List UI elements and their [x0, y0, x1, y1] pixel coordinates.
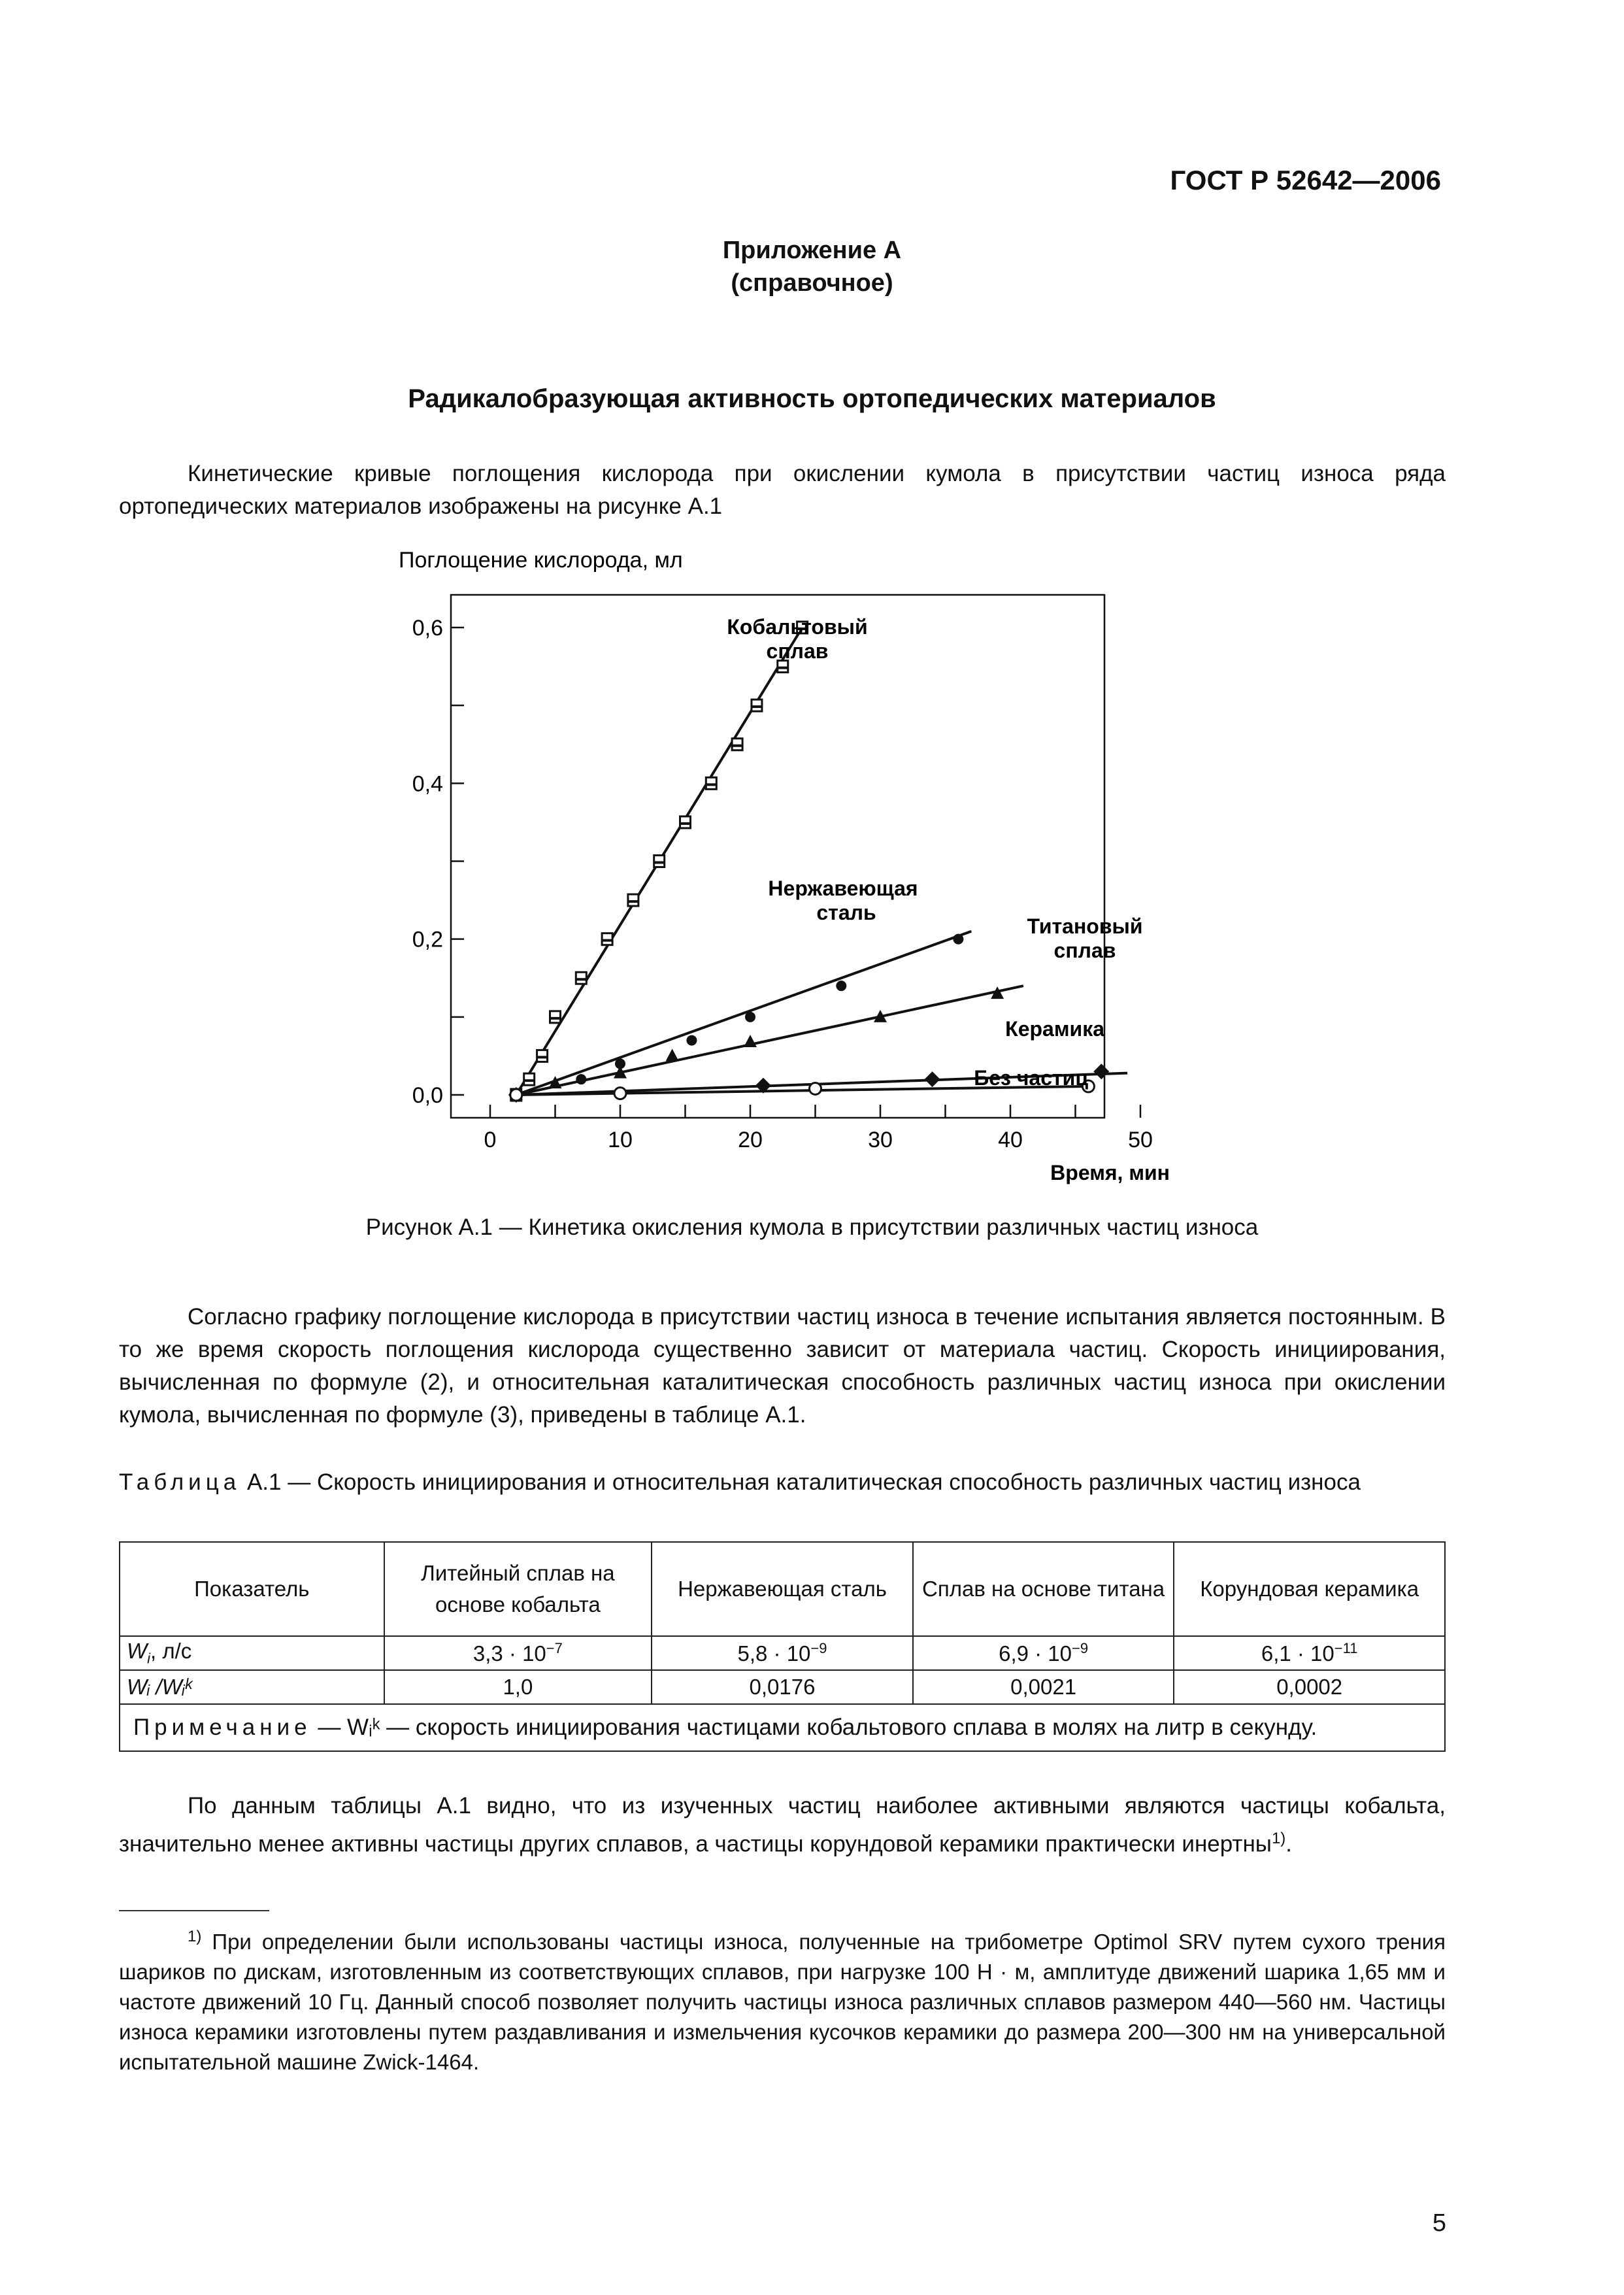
table-cell: 0,0021 — [913, 1670, 1174, 1704]
table-header-cell: Литейный сплав на основе кобальта — [384, 1542, 652, 1636]
table-cell: 0,0002 — [1174, 1670, 1445, 1704]
data-point — [666, 1048, 679, 1061]
label-cobalt-line1: Кобальтовый — [727, 615, 868, 639]
value-mantissa: 5,8 · 10 — [737, 1641, 811, 1666]
x-tick-label: 40 — [998, 1128, 1023, 1152]
note-text: — Wᵢᵏ — скорость инициирования частицами кобальтового сплава в молях на литр в секунду. — [311, 1715, 1317, 1740]
table-cell — [913, 1636, 1174, 1670]
series-line — [516, 931, 972, 1095]
data-point — [550, 1011, 561, 1023]
rates-table — [119, 1541, 1446, 1752]
conclusion-end: . — [1285, 1831, 1293, 1857]
series-1 — [511, 931, 972, 1100]
value-mantissa: 6,1 · 10 — [1261, 1641, 1334, 1666]
y-tick-label: 0,2 — [412, 927, 443, 952]
table-note — [120, 1704, 1445, 1751]
x-tick-label: 20 — [738, 1128, 763, 1152]
footnote-separator — [119, 1910, 269, 1911]
table-row — [120, 1670, 1445, 1704]
table-header-cell: Нержавеющая сталь — [652, 1542, 913, 1636]
figure-caption: Рисунок А.1 — Кинетика окисления кумола в присутствии различных частиц износа — [365, 1215, 1259, 1240]
label-no-particles: Без частиц — [974, 1066, 1088, 1090]
table-title — [119, 1467, 1361, 1498]
table-cell — [652, 1636, 913, 1670]
data-point — [614, 1088, 626, 1099]
label-steel-line1: Нержавеющая — [768, 877, 918, 900]
wi-symbol: W — [127, 1639, 148, 1664]
value-exponent: −11 — [1334, 1640, 1358, 1656]
table-header-cell: Показатель — [120, 1542, 384, 1636]
y-tick-label: 0,0 — [412, 1083, 443, 1108]
table-row — [120, 1636, 1445, 1670]
results-paragraph: Согласно графику поглощение кислорода в присутствии частиц износа в течение испытания является постоянным. В то же время скорость поглощения кислорода существенно зависит от материала частиц. Скорость инициирования, вычисленная по формуле (2), и относительная каталитическая способность различных частиц износа при окислении кумола, вычисленная по формуле (3), приведены в таблице А.1. — [119, 1304, 1446, 1428]
conclusion-paragraph — [119, 1790, 1446, 1861]
table-cell — [1174, 1636, 1445, 1670]
table-header-row — [120, 1542, 1445, 1636]
table-header-cell: Сплав на основе титана — [913, 1542, 1174, 1636]
page-number: 5 — [1432, 2209, 1446, 2237]
note-prefix: Примечание — [133, 1715, 312, 1740]
data-point — [686, 1035, 697, 1046]
data-point — [810, 1082, 821, 1094]
value-mantissa: 3,3 · 10 — [472, 1641, 546, 1666]
table-title-text: А.1 — Скорость инициирования и относительная каталитическая способность различных частиц износа — [240, 1469, 1361, 1495]
row-label-ratio: Wᵢ /Wᵢᵏ — [120, 1670, 384, 1704]
y-tick-label: 0,4 — [412, 771, 443, 797]
chart-y-label: Поглощение кислорода, мл — [399, 548, 683, 573]
oxygen-uptake-chart — [340, 536, 1209, 1190]
label-titanium-line2: сплав — [1053, 939, 1116, 962]
wi-subscript: i — [147, 1650, 151, 1667]
data-point — [1093, 1064, 1109, 1079]
chart-x-label: Время, мин — [1050, 1161, 1170, 1184]
table-title-prefix: Таблица — [119, 1469, 241, 1495]
x-tick-label: 10 — [608, 1128, 633, 1152]
annex-type: (справочное) — [731, 269, 893, 297]
value-exponent: −9 — [810, 1640, 827, 1656]
annex-heading — [0, 234, 1624, 299]
x-tick-label: 0 — [484, 1128, 497, 1152]
table-cell — [384, 1636, 652, 1670]
data-point — [628, 894, 638, 906]
x-tick-label: 30 — [868, 1128, 893, 1152]
data-point — [745, 1012, 755, 1022]
data-point — [925, 1071, 940, 1087]
data-point — [680, 816, 691, 828]
data-point — [953, 934, 963, 945]
data-point — [744, 1035, 757, 1047]
footnote — [119, 1922, 1446, 2077]
annex-label: Приложение А — [722, 237, 902, 264]
data-point — [510, 1089, 522, 1101]
label-titanium-line1: Титановый — [1027, 914, 1143, 938]
value-mantissa: 6,9 · 10 — [999, 1641, 1072, 1666]
table-cell: 0,0176 — [652, 1670, 913, 1704]
section-title: Радикалобразующая активность ортопедических материалов — [408, 384, 1216, 413]
footnote-mark: 1) — [188, 1928, 202, 1945]
footnote-text: При определении были использованы частицы износа, полученные на трибометре Optimol SRV путем сухого трения шариков по дискам, изготовленным из соответствующих сплавов, при нагрузке 100 Н · м, амплитуде движений шарика 1,65 мм и частоте движений 10 Гц. Данный способ позволяет получить частицы износа различных сплавов размером 440—560 нм. Частицы износа керамики изготовлены путем раздавливания и измельчения кусочков керамики до размера 200—300 нм на универсальной испытательной машине Zwick-1464. — [119, 1930, 1446, 2074]
standard-number: ГОСТ Р 52642—2006 — [1170, 165, 1441, 195]
intro-paragraph: Кинетические кривые поглощения кислорода при окислении кумола в присутствии частиц износа ряда ортопедических материалов изображены на рисунке А.1 — [119, 461, 1446, 519]
y-tick-label: 0,6 — [412, 616, 443, 641]
conclusion-text: По данным таблицы А.1 видно, что из изученных частиц наиболее активными являются частицы кобальта, значительно менее активны частицы других сплавов, а частицы корундовой керамики практически инертны — [119, 1793, 1446, 1857]
footnote-ref: 1) — [1271, 1830, 1286, 1847]
table-header-cell: Корундовая керамика — [1174, 1542, 1445, 1636]
label-steel-line2: сталь — [816, 901, 876, 924]
data-point — [836, 980, 846, 991]
series-0 — [511, 622, 808, 1101]
label-ceramic: Керамика — [1005, 1017, 1104, 1041]
table-note-row — [120, 1704, 1445, 1751]
value-exponent: −9 — [1072, 1640, 1089, 1656]
x-tick-label: 50 — [1128, 1128, 1153, 1152]
table-cell: 1,0 — [384, 1670, 652, 1704]
value-exponent: −7 — [546, 1640, 563, 1656]
row-label-wi — [120, 1636, 384, 1670]
label-cobalt-line2: сплав — [766, 639, 829, 663]
wi-units: , л/с — [150, 1639, 192, 1664]
